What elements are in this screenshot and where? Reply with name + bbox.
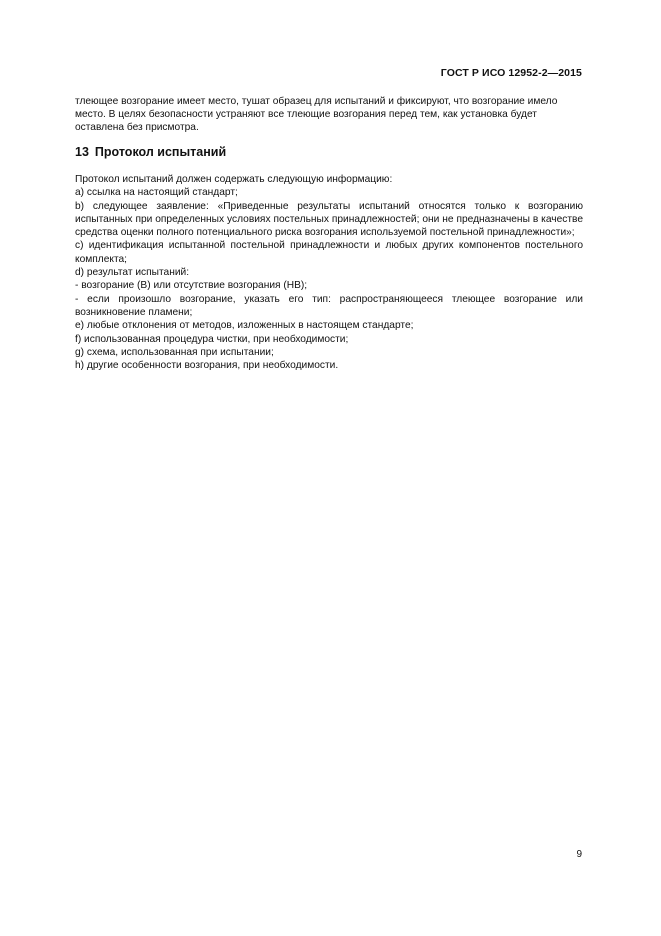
list-item: f) использованная процедура чистки, при необходимости; — [75, 333, 349, 345]
list-item: c) идентификация испытанной постельной принадлежности и любых других компонентов постельного комплекта; — [75, 240, 583, 265]
list-item: a) ссылка на настоящий стандарт; — [75, 187, 238, 199]
list-item: - возгорание (В) или отсутствие возгорания (НВ); — [75, 280, 308, 292]
intro-line-3: оставлена без присмотра. — [75, 122, 199, 134]
intro-line-2: место. В целях безопасности устраняют все тлеющие возгорания перед тем, как установка будет — [75, 109, 537, 121]
page-number: 9 — [576, 849, 582, 860]
protocol-list — [75, 173, 583, 372]
section-number: 13 — [75, 145, 89, 159]
intro-paragraph — [75, 95, 583, 135]
list-item: g) схема, использованная при испытании; — [75, 346, 274, 358]
list-item: e) любые отклонения от методов, изложенных в настоящем стандарте; — [75, 320, 414, 332]
standard-header: ГОСТ Р ИСО 12952-2—2015 — [440, 67, 582, 79]
list-item: b) следующее заявление: «Приведенные результаты испытаний относятся только к возгоранию испытанных при определенных условиях постельных принадлежностей; они не предназначены в качестве средства оценки полного потенциального риска возгорания используемой постельной принадлежности»; — [75, 200, 583, 239]
list-item: - если произошло возгорание, указать его тип: распространяющееся тлеющее возгорание или возникновение пламени; — [75, 293, 583, 318]
protocol-lead: Протокол испытаний должен содержать следующую информацию: — [75, 174, 393, 185]
intro-line-1: тлеющее возгорание имеет место, тушат образец для испытаний и фиксируют, что возгорание имело — [75, 96, 558, 107]
section-title: Протокол испытаний — [94, 145, 227, 159]
list-item: d) результат испытаний: — [75, 267, 190, 279]
section-heading — [75, 145, 226, 159]
list-item: h) другие особенности возгорания, при необходимости. — [75, 360, 339, 372]
